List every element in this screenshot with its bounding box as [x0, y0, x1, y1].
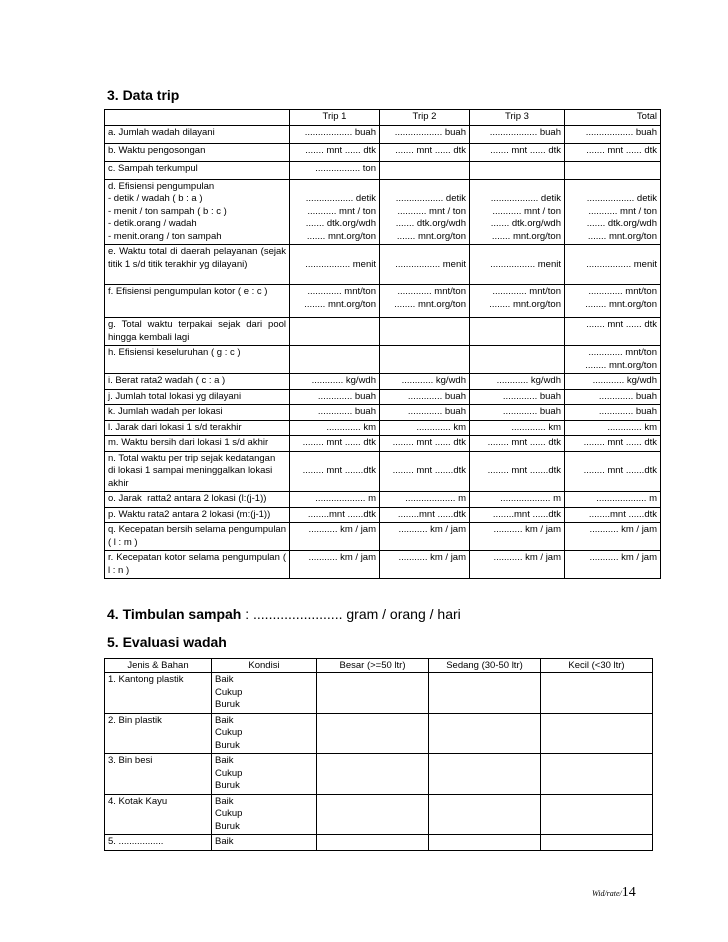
- trip-value-cell: ................. menit: [290, 245, 380, 285]
- trip-value-cell: ............. mnt/ton ........ mnt.org/ton: [290, 285, 380, 318]
- trip-value-cell: ........... km / jam: [565, 551, 661, 579]
- trip-value-cell: .................. buah: [290, 125, 380, 143]
- trip-table-row: [105, 125, 661, 143]
- page-footer: [592, 883, 636, 901]
- header-cell: Jenis & Bahan: [105, 659, 212, 673]
- empty-entry-cell[interactable]: [429, 713, 541, 754]
- trip-value-cell: ............ kg/wdh: [565, 374, 661, 390]
- trip-value-cell: ............. buah: [290, 405, 380, 421]
- wadah-table-row: [105, 835, 653, 851]
- section-4-title: [107, 606, 461, 622]
- row-label: l. Jarak dari lokasi 1 s/d terakhir: [105, 420, 290, 436]
- trip-value-cell: ................... m: [565, 492, 661, 508]
- trip-table-header-row: [105, 110, 661, 126]
- trip-value-cell: [380, 346, 470, 374]
- empty-entry-cell[interactable]: [429, 754, 541, 795]
- row-label: h. Efisiensi keseluruhan ( g : c ): [105, 346, 290, 374]
- section-4-value: : ....................... gram / orang / hari: [241, 606, 461, 622]
- jenis-cell: 2. Bin plastik: [105, 713, 212, 754]
- kondisi-cell: Baik Cukup Buruk: [212, 713, 317, 754]
- trip-value-cell: [380, 318, 470, 346]
- trip-table-row: [105, 405, 661, 421]
- trip-value-cell: ........ mnt .......dtk: [470, 451, 565, 492]
- trip-value-cell: ....... mnt ...... dtk: [565, 318, 661, 346]
- trip-value-cell: ............. buah: [380, 389, 470, 405]
- header-cell: Besar (>=50 ltr): [317, 659, 429, 673]
- trip-value-cell: ........ mnt .......dtk: [565, 451, 661, 492]
- row-label: i. Berat rata2 wadah ( c : a ): [105, 374, 290, 390]
- trip-value-cell: ........... km / jam: [290, 523, 380, 551]
- trip-value-cell: ............. buah: [380, 405, 470, 421]
- trip-value-cell: .................. buah: [470, 125, 565, 143]
- row-label: r. Kecepatan kotor selama pengumpulan ( l : n ): [105, 551, 290, 579]
- trip-table-row: [105, 346, 661, 374]
- trip-table-row: [105, 318, 661, 346]
- wadah-table-header-row: [105, 659, 653, 673]
- trip-table-row: [105, 451, 661, 492]
- trip-table-row: [105, 492, 661, 508]
- trip-value-cell: ............. km: [470, 420, 565, 436]
- trip-value-cell: [565, 161, 661, 179]
- trip-value-cell: ........... km / jam: [470, 523, 565, 551]
- wadah-table-row: [105, 794, 653, 835]
- kondisi-cell: Baik Cukup Buruk: [212, 794, 317, 835]
- trip-value-cell: ........ mnt ...... dtk: [565, 436, 661, 452]
- trip-table-row: [105, 523, 661, 551]
- row-label: a. Jumlah wadah dilayani: [105, 125, 290, 143]
- footer-source: Wid/rate/: [592, 889, 622, 898]
- empty-entry-cell[interactable]: [541, 794, 653, 835]
- trip-value-cell: [470, 318, 565, 346]
- page-number: 14: [621, 885, 636, 900]
- trip-value-cell: ........ mnt .......dtk: [380, 451, 470, 492]
- trip-value-cell: ....... mnt ...... dtk: [565, 143, 661, 161]
- trip-table-row: [105, 161, 661, 179]
- row-label: b. Waktu pengosongan: [105, 143, 290, 161]
- trip-value-cell: ............. buah: [470, 389, 565, 405]
- trip-value-cell: ............. buah: [470, 405, 565, 421]
- header-cell: [105, 110, 290, 126]
- trip-value-cell: ........... km / jam: [290, 551, 380, 579]
- trip-value-cell: .................. detik ........... mnt / ton ....... dtk.org/wdh ....... mnt.org/ton: [380, 179, 470, 245]
- trip-value-cell: [470, 161, 565, 179]
- row-label: p. Waktu rata2 antara 2 lokasi (m:(j-1)): [105, 507, 290, 523]
- row-label: e. Waktu total di daerah pelayanan (sejak titik 1 s/d titik terakhir yg dilayani): [105, 245, 290, 285]
- header-cell: Kondisi: [212, 659, 317, 673]
- empty-entry-cell[interactable]: [317, 835, 429, 851]
- trip-value-cell: ........mnt ......dtk: [470, 507, 565, 523]
- row-label: m. Waktu bersih dari lokasi 1 s/d akhir: [105, 436, 290, 452]
- trip-value-cell: .................. buah: [565, 125, 661, 143]
- row-label: o. Jarak ratta2 antara 2 lokasi (l:(j-1)): [105, 492, 290, 508]
- jenis-cell: 1. Kantong plastik: [105, 673, 212, 714]
- header-cell: Total: [565, 110, 661, 126]
- section-5-title: 5. Evaluasi wadah: [107, 634, 227, 650]
- row-label: g. Total waktu terpakai sejak dari pool hingga kembali lagi: [105, 318, 290, 346]
- empty-entry-cell[interactable]: [317, 794, 429, 835]
- trip-value-cell: .................. detik ........... mnt / ton ....... dtk.org/wdh ....... mnt.org/ton: [565, 179, 661, 245]
- trip-value-cell: ....... mnt ...... dtk: [380, 143, 470, 161]
- row-label: d. Efisiensi pengumpulan - detik / wadah ( b : a ) - menit / ton sampah ( b : c ) - detik.orang / wadah - menit.orang / ton sampah: [105, 179, 290, 245]
- wadah-table-row: [105, 754, 653, 795]
- wadah-table-row: [105, 713, 653, 754]
- trip-value-cell: ........... km / jam: [380, 523, 470, 551]
- trip-value-cell: ........mnt ......dtk: [565, 507, 661, 523]
- empty-entry-cell[interactable]: [429, 673, 541, 714]
- trip-value-cell: ............. buah: [565, 405, 661, 421]
- trip-value-cell: ............. mnt/ton ........ mnt.org/ton: [565, 346, 661, 374]
- wadah-table-row: [105, 673, 653, 714]
- row-label: q. Kecepatan bersih selama pengumpulan ( l : m ): [105, 523, 290, 551]
- empty-entry-cell[interactable]: [317, 673, 429, 714]
- trip-table-row: [105, 285, 661, 318]
- trip-value-cell: [290, 346, 380, 374]
- empty-entry-cell[interactable]: [317, 754, 429, 795]
- trip-value-cell: ........... km / jam: [470, 551, 565, 579]
- trip-value-cell: ............ kg/wdh: [470, 374, 565, 390]
- trip-value-cell: ................. menit: [470, 245, 565, 285]
- trip-table-row: [105, 143, 661, 161]
- trip-value-cell: ................. ton: [290, 161, 380, 179]
- trip-value-cell: ............ kg/wdh: [290, 374, 380, 390]
- trip-value-cell: ............. km: [565, 420, 661, 436]
- trip-value-cell: ........ mnt .......dtk: [290, 451, 380, 492]
- trip-value-cell: ................. menit: [380, 245, 470, 285]
- trip-table-row: [105, 420, 661, 436]
- row-label: j. Jumlah total lokasi yg dilayani: [105, 389, 290, 405]
- trip-value-cell: ................... m: [470, 492, 565, 508]
- trip-value-cell: ........ mnt ...... dtk: [470, 436, 565, 452]
- trip-table-row: [105, 507, 661, 523]
- trip-value-cell: [380, 161, 470, 179]
- trip-value-cell: ............. km: [290, 420, 380, 436]
- trip-value-cell: ........... km / jam: [380, 551, 470, 579]
- trip-table-row: [105, 389, 661, 405]
- trip-value-cell: ................... m: [290, 492, 380, 508]
- trip-table-row: [105, 179, 661, 245]
- kondisi-cell: Baik Cukup Buruk: [212, 754, 317, 795]
- jenis-cell: 3. Bin besi: [105, 754, 212, 795]
- header-cell: Trip 2: [380, 110, 470, 126]
- trip-value-cell: ........ mnt ...... dtk: [290, 436, 380, 452]
- kondisi-cell: Baik Cukup Buruk: [212, 673, 317, 714]
- trip-value-cell: ............ kg/wdh: [380, 374, 470, 390]
- trip-value-cell: ....... mnt ...... dtk: [290, 143, 380, 161]
- empty-entry-cell[interactable]: [429, 794, 541, 835]
- trip-value-cell: ............. mnt/ton ........ mnt.org/ton: [565, 285, 661, 318]
- trip-value-cell: .................. buah: [380, 125, 470, 143]
- section-4-heading: 4. Timbulan sampah: [107, 606, 242, 622]
- section-3-title: 3. Data trip: [107, 87, 180, 103]
- trip-table-row: [105, 551, 661, 579]
- jenis-cell: 5. .................: [105, 835, 212, 851]
- row-label: c. Sampah terkumpul: [105, 161, 290, 179]
- trip-value-cell: ............. mnt/ton ........ mnt.org/ton: [470, 285, 565, 318]
- trip-value-cell: ........mnt ......dtk: [380, 507, 470, 523]
- trip-data-table: [104, 109, 661, 579]
- empty-entry-cell[interactable]: [541, 713, 653, 754]
- kondisi-cell: Baik: [212, 835, 317, 851]
- header-cell: Sedang (30-50 ltr): [429, 659, 541, 673]
- trip-value-cell: ............. km: [380, 420, 470, 436]
- trip-value-cell: ........... km / jam: [565, 523, 661, 551]
- jenis-cell: 4. Kotak Kayu: [105, 794, 212, 835]
- trip-value-cell: [290, 318, 380, 346]
- empty-entry-cell[interactable]: [541, 673, 653, 714]
- empty-entry-cell[interactable]: [541, 835, 653, 851]
- trip-value-cell: ....... mnt ...... dtk: [470, 143, 565, 161]
- trip-value-cell: ................... m: [380, 492, 470, 508]
- empty-entry-cell[interactable]: [429, 835, 541, 851]
- trip-value-cell: ............. buah: [565, 389, 661, 405]
- row-label: n. Total waktu per trip sejak kedatangan di lokasi 1 sampai meninggalkan lokasi akhir: [105, 451, 290, 492]
- row-label: f. Efisiensi pengumpulan kotor ( e : c ): [105, 285, 290, 318]
- trip-table-row: [105, 436, 661, 452]
- empty-entry-cell[interactable]: [541, 754, 653, 795]
- trip-value-cell: ............. buah: [290, 389, 380, 405]
- header-cell: Kecil (<30 ltr): [541, 659, 653, 673]
- trip-value-cell: ............. mnt/ton ........ mnt.org/ton: [380, 285, 470, 318]
- trip-table-row: [105, 374, 661, 390]
- trip-value-cell: ........mnt ......dtk: [290, 507, 380, 523]
- trip-value-cell: ................. menit: [565, 245, 661, 285]
- wadah-evaluation-table: [104, 658, 653, 851]
- empty-entry-cell[interactable]: [317, 713, 429, 754]
- trip-table-row: [105, 245, 661, 285]
- trip-value-cell: [470, 346, 565, 374]
- header-cell: Trip 3: [470, 110, 565, 126]
- trip-value-cell: .................. detik ........... mnt / ton ....... dtk.org/wdh ....... mnt.org/ton: [470, 179, 565, 245]
- trip-value-cell: ........ mnt ...... dtk: [380, 436, 470, 452]
- header-cell: Trip 1: [290, 110, 380, 126]
- trip-value-cell: .................. detik ........... mnt / ton ....... dtk.org/wdh ....... mnt.org/ton: [290, 179, 380, 245]
- row-label: k. Jumlah wadah per lokasi: [105, 405, 290, 421]
